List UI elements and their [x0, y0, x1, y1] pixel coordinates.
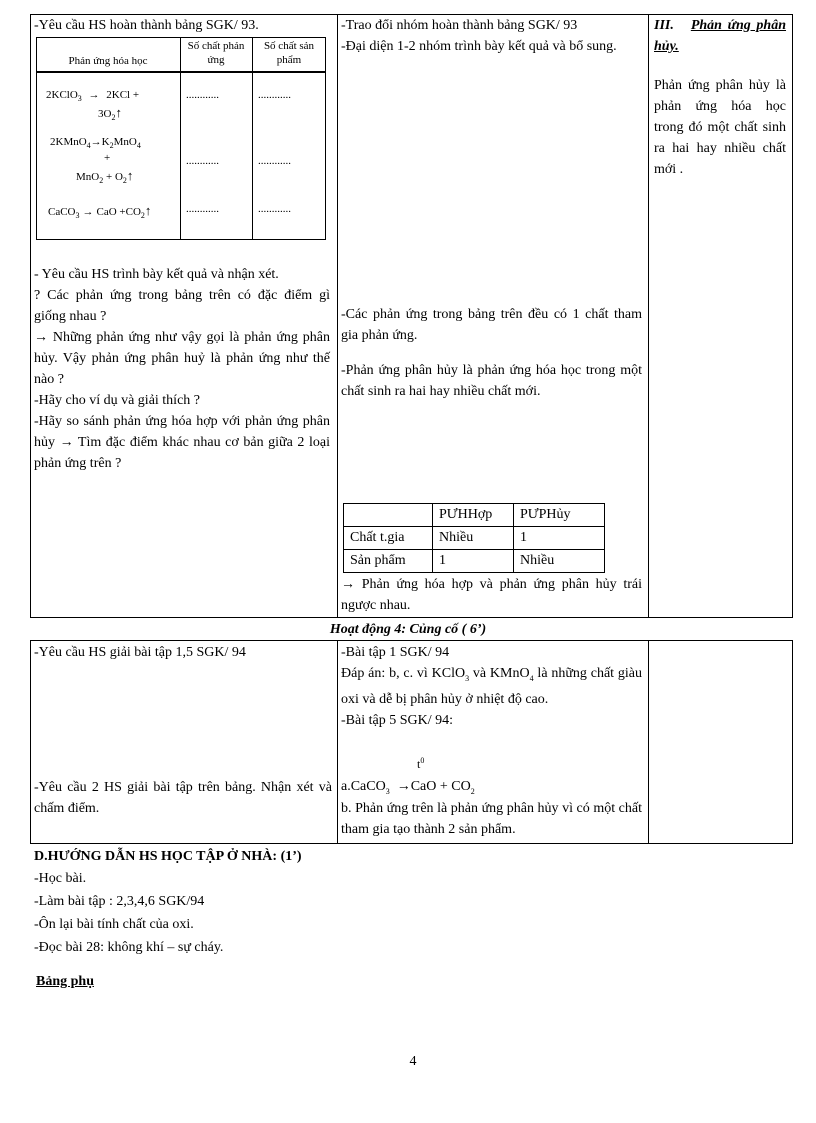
cmp-r1c2: 1 [514, 527, 605, 550]
gas-arrow-icon: ↑ [126, 168, 134, 183]
activity4-title: Hoạt động 4: Củng cố ( 6’) [329, 622, 487, 637]
rx-row-1-product: $3O_2↑$ [98, 105, 122, 123]
reaction-table [36, 37, 326, 240]
rx-header-reaction: Phản ứng hóa học [68, 55, 148, 67]
a4-st3: -Bài tập 5 SGK/ 94: [341, 712, 453, 728]
a4-t0: $t^0$ [417, 756, 425, 771]
student-s2: -Đại diện 1-2 nhóm trình bày kết quả và bổ sung. [341, 39, 617, 54]
teacher-column [34, 15, 332, 36]
student-conclusion: → Phản ứng hóa hợp và phản ứng phân hủy trái ngược nhau. [341, 577, 642, 613]
rx-header-reactants: Số chất phản ứng [187, 40, 245, 66]
arrow-icon: → [59, 435, 74, 450]
rx-header-products: Số chất sản phẩm [263, 40, 315, 66]
compare-table [343, 503, 605, 573]
arrow-icon: → [88, 89, 100, 101]
top-divider-2 [648, 14, 649, 618]
rx-row-2-reactants: ............ [186, 155, 219, 167]
homework-title: D.HƯỚNG DẪN HS HỌC TẬP Ở NHÀ: (1’) [34, 849, 302, 864]
arrow-icon: → [341, 577, 355, 592]
gas-arrow-icon: ↑ [115, 105, 122, 120]
cmp-r2c1: 1 [433, 550, 514, 573]
homework-item-4: -Đọc bài 28: không khí – sự cháy. [34, 940, 224, 955]
section-heading: III. Phản ứng phân hủy. [654, 18, 787, 54]
a4-st2: Đáp án: b, c. vì KClO$_3$ và KMnO$_4$ là những chất giàu oxi và dễ bị phân hủy ở nhiệt độ cao. [341, 666, 642, 707]
arrow-icon: → [90, 136, 102, 148]
teacher-intro: -Yêu cầu HS hoàn thành bảng SGK/ 93. [34, 18, 259, 33]
cmp-r2c2: Nhiều [514, 550, 605, 573]
rx-row-3-products: ............ [258, 203, 291, 215]
a4-st1: -Bài tập 1 SGK/ 94 [341, 645, 450, 660]
gas-arrow-icon: ↑ [144, 203, 152, 218]
a4-student [341, 642, 642, 731]
a4-divider-1 [337, 640, 338, 844]
a4-divider-2 [648, 640, 649, 844]
top-divider-1 [337, 14, 338, 618]
arrow-icon: → [396, 779, 411, 794]
a4-student-b [341, 798, 642, 840]
a4-teacher-1: -Yêu cầu HS giải bài tập 1,5 SGK/ 94 [34, 645, 246, 660]
student-s1: -Trao đổi nhóm hoàn thành bảng SGK/ 93 [341, 18, 578, 33]
rx-row-1-products: ............ [258, 89, 291, 101]
page-number: 4 [409, 1054, 417, 1069]
cmp-h1: PƯHHợp [433, 504, 514, 527]
rx-row-3: CaCO$_3$ → CaO $+CO_2↑$ [48, 203, 152, 221]
rx-row-2-products: $MnO_2 + O_2↑$ [76, 168, 134, 186]
rx-row-2: $2KMnO_4\to K_2MnO_4$ [50, 136, 141, 151]
teacher-q4: -Hãy cho ví dụ và giải thích ? [34, 393, 201, 408]
arrow-icon: → [82, 206, 94, 218]
a4-st4: b. Phản ứng trên là phản ứng phân hủy vì có một chất tham gia tạo thành 2 sản phẩm. [341, 801, 642, 837]
board-label: Bảng phụ [36, 974, 94, 989]
teacher-q3: → Những phản ứng như vậy gọi là phản ứng phân hủy. Vậy phản ứng phân huỷ là phản ứng như thế nào ? [34, 330, 330, 387]
homework-item-3: -Ôn lại bài tính chất của oxi. [34, 917, 194, 932]
a4-teacher [34, 642, 332, 663]
student-s3: -Các phản ứng trong bảng trên đều có 1 chất tham gia phản ứng. [341, 307, 642, 343]
teacher-q5: -Hãy so sánh phản ứng hóa hợp với phản ứng phân hủy → Tìm đặc điểm khác nhau cơ bản giữa 2 loại phản ứng trên ? [34, 414, 331, 471]
a4-equation: a.CaCO$_3$ $\to CaO + CO_2$ [341, 779, 475, 796]
rx-row-2-plus: + [104, 152, 111, 164]
cmp-h2: PƯPHủy [514, 504, 605, 527]
rx-row-1: 2KClO$_3$ → 2KCl + [46, 89, 140, 104]
teacher-questions [34, 264, 330, 474]
content-definition: Phản ứng phân hủy là phản ứng hóa học trong đó một chất sinh ra hai hay nhiều chất mới . [654, 78, 786, 177]
student-column [341, 15, 642, 57]
teacher-q1: - Yêu cầu HS trình bày kết quả và nhận xét. [34, 267, 279, 282]
teacher-q2: ? Các phản ứng trong bảng trên có đặc điểm gì giống nhau ? [34, 288, 330, 324]
content-column [654, 15, 786, 180]
rx-row-2-product-count: ............ [258, 155, 291, 167]
student-s4: -Phản ứng phân hủy là phản ứng hóa học trong một chất sinh ra hai hay nhiều chất mới. [341, 363, 642, 399]
cmp-r2c0: Sản phẩm [344, 550, 433, 573]
rx-row-3-reactants: ............ [186, 203, 219, 215]
cmp-r1c0: Chất t.gia [344, 527, 433, 550]
arrow-icon: → [34, 330, 48, 345]
cmp-h0 [344, 504, 433, 527]
homework-item-1: -Học bài. [34, 871, 87, 886]
homework-item-2: -Làm bài tập : 2,3,4,6 SGK/94 [34, 894, 205, 909]
rx-row-1-reactants: ............ [186, 89, 219, 101]
a4-teacher-b [34, 777, 332, 819]
cmp-r1c1: Nhiều [433, 527, 514, 550]
homework [34, 846, 734, 959]
a4-teacher-2: -Yêu cầu 2 HS giải bài tập trên bảng. Nhận xét và chấm điểm. [34, 780, 332, 816]
student-answers [341, 304, 642, 402]
